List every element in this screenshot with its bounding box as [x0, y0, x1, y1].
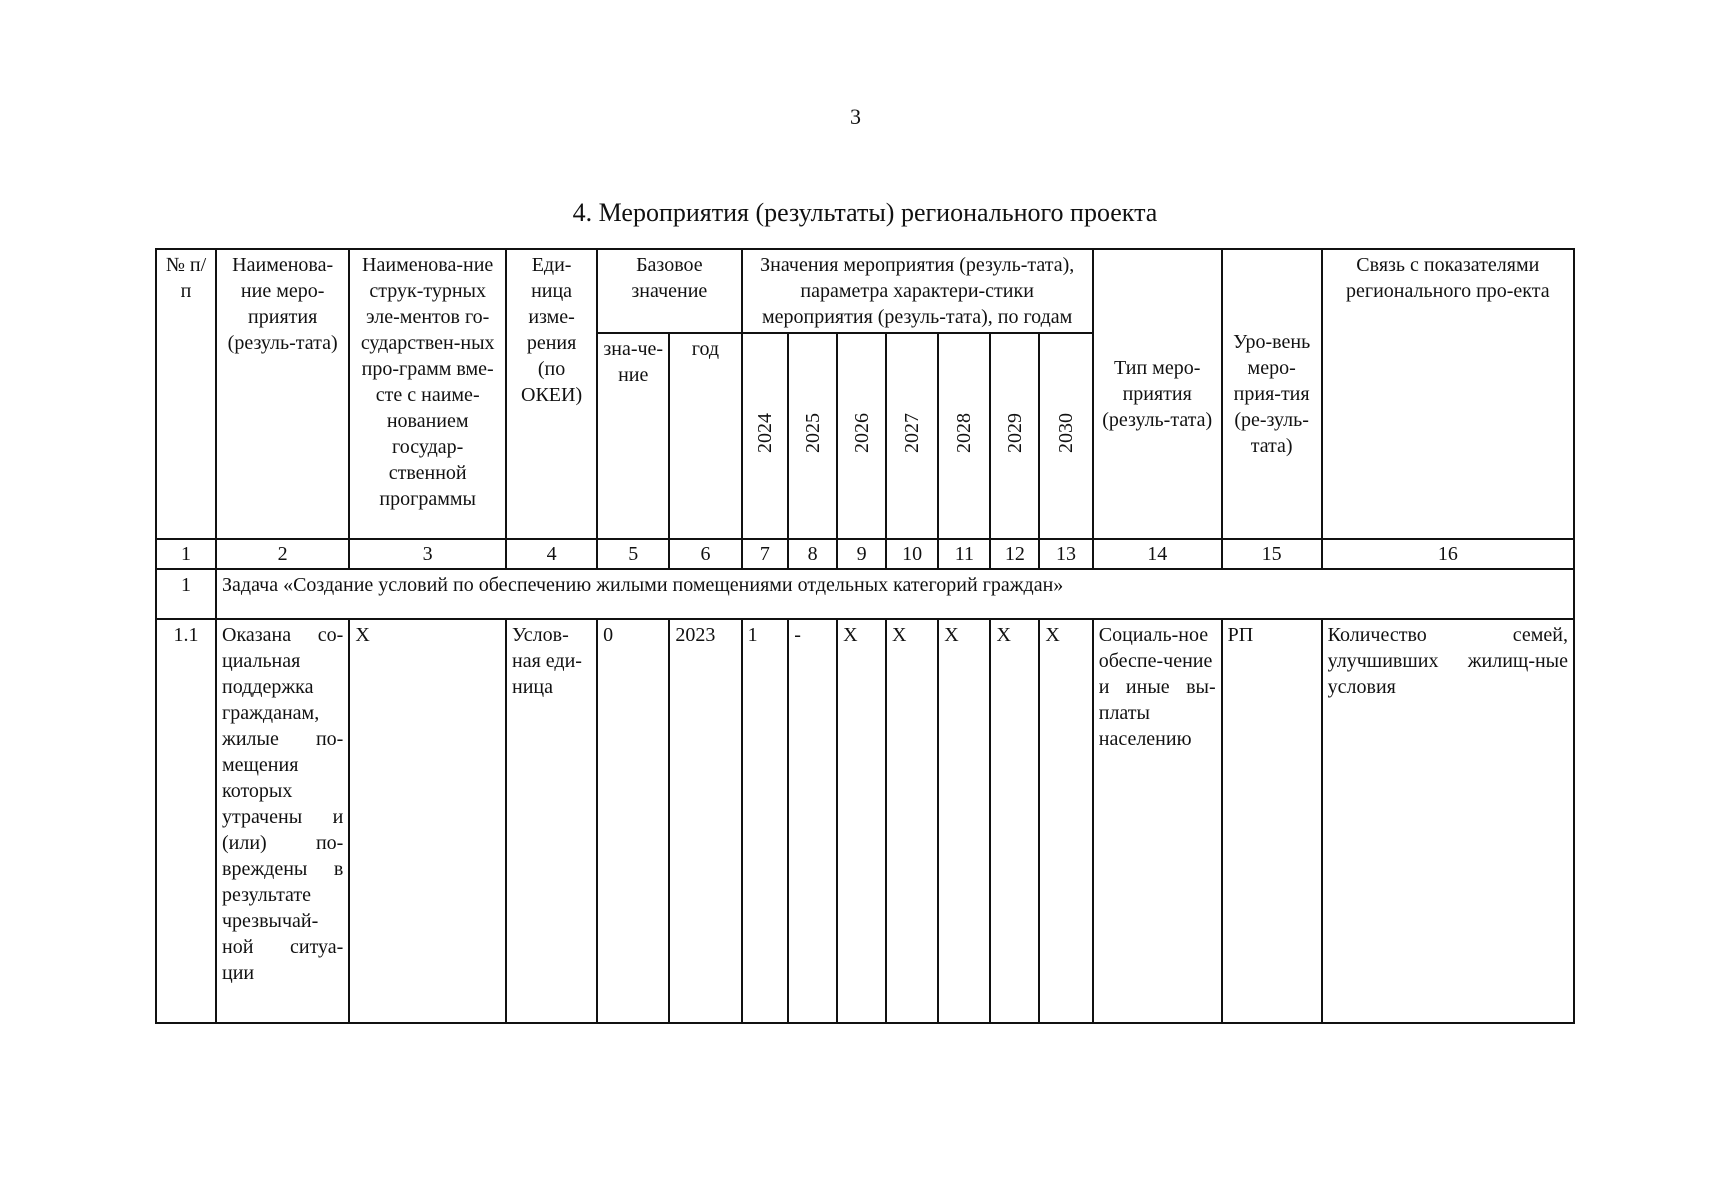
- column-number: 11: [938, 539, 990, 569]
- row-level: РП: [1222, 619, 1322, 1023]
- row-value: Х: [990, 619, 1039, 1023]
- column-number: 8: [788, 539, 837, 569]
- row-num: 1.1: [156, 619, 216, 1023]
- header-name: Наименова-ние меро-приятия (резуль-тата): [216, 249, 349, 539]
- header-year: [886, 333, 938, 539]
- header-year: [990, 333, 1039, 539]
- row-link: Количество семей, улучшивших жилищ-ные условия: [1322, 619, 1574, 1023]
- row-name: Оказана со-циальная поддержка гражданам, жилые по-мещения которых утрачены и (или) по-вреждены в результате чрезвычай-ной ситуа-ции: [216, 619, 349, 1023]
- header-values: Значения мероприятия (резуль-тата), параметра характери-стики мероприятия (резуль-тата), по годам: [742, 249, 1093, 333]
- year-label: 2026: [850, 412, 873, 453]
- year-label: 2025: [801, 412, 824, 453]
- row-type: Социаль-ное обеспе-чение и иные вы-платы населению: [1093, 619, 1222, 1023]
- header-struct: Наименова-ние струк-турных эле-ментов го-сударствен-ных про-грамм вме-сте с наиме-нованием государ-ственной программы: [349, 249, 506, 539]
- header-unit: Еди-ница изме-рения (по ОКЕИ): [506, 249, 597, 539]
- row-struct: Х: [349, 619, 506, 1023]
- row-base-year: 2023: [669, 619, 741, 1023]
- header-level: Уро-вень меро-прия-тия (ре-зуль-тата): [1222, 249, 1322, 539]
- section-title: 4. Мероприятия (результаты) регионального проекта: [572, 198, 1158, 227]
- row-value: Х: [837, 619, 886, 1023]
- year-label: 2027: [901, 412, 924, 453]
- header-type: Тип меро-приятия (резуль-тата): [1093, 249, 1222, 539]
- column-number: 13: [1039, 539, 1092, 569]
- page-number: 3: [850, 104, 861, 129]
- column-number: 10: [886, 539, 938, 569]
- row-value: Х: [1039, 619, 1092, 1023]
- column-number: 4: [506, 539, 597, 569]
- row-base-value: 0: [597, 619, 669, 1023]
- row-value: Х: [938, 619, 990, 1023]
- header-year: [788, 333, 837, 539]
- task-num: 1: [156, 569, 216, 619]
- header-link: Связь с показателями регионального про-екта: [1322, 249, 1574, 539]
- column-number: 16: [1322, 539, 1574, 569]
- row-unit: Услов-ная еди-ница: [506, 619, 597, 1023]
- column-number: 5: [597, 539, 669, 569]
- column-number: 1: [156, 539, 216, 569]
- header-year: [742, 333, 789, 539]
- task-row: [156, 569, 1574, 619]
- header-year: [837, 333, 886, 539]
- column-number: 14: [1093, 539, 1222, 569]
- header-year: [938, 333, 990, 539]
- column-number: 3: [349, 539, 506, 569]
- year-label: 2028: [953, 412, 976, 453]
- row-value: 1: [742, 619, 789, 1023]
- row-value: Х: [886, 619, 938, 1023]
- table-row: [156, 619, 1574, 1023]
- column-number: 12: [990, 539, 1039, 569]
- year-label: 2029: [1003, 412, 1026, 453]
- column-number: 7: [742, 539, 789, 569]
- column-number-row: [156, 539, 1574, 569]
- column-number: 2: [216, 539, 349, 569]
- header-base-year: год: [669, 333, 741, 539]
- column-number: 6: [669, 539, 741, 569]
- header-base-value: зна-че-ние: [597, 333, 669, 539]
- column-number: 15: [1222, 539, 1322, 569]
- header-base: Базовое значение: [597, 249, 741, 333]
- header-num: № п/п: [156, 249, 216, 539]
- header-year: [1039, 333, 1092, 539]
- events-table: [155, 248, 1575, 1024]
- task-text: Задача «Создание условий по обеспечению жилыми помещениями отдельных категорий граждан»: [216, 569, 1574, 619]
- year-label: 2024: [753, 412, 776, 453]
- header-row-1: [156, 249, 1574, 333]
- row-value: -: [788, 619, 837, 1023]
- year-label: 2030: [1055, 412, 1078, 453]
- column-number: 9: [837, 539, 886, 569]
